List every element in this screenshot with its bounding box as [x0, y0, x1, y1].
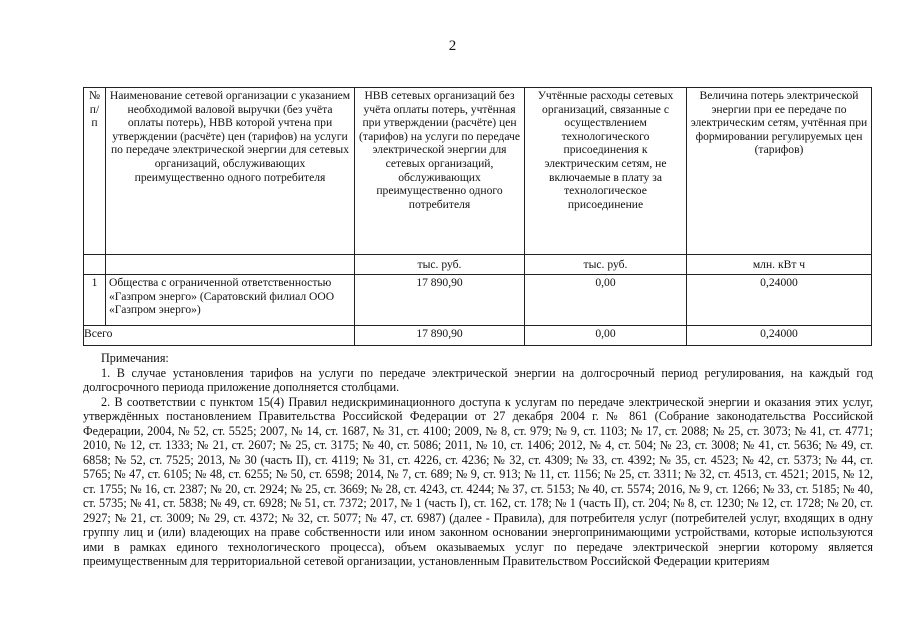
note-2: 2. В соответствии с пунктом 15(4) Правил недискриминационного доступа к услугам по передаче электрической энергии и оказания этих услуг, утверждённых постановлением Правительства Российской Федерации от 27 декабря 2004 г. № 861 (Собрание законодательства Российской Федерации, 2004, № 52, ст. 5525; 2007, № 14, ст. 1687, № 31, ст. 4100; 2009, № 8, ст. 979; № 9, ст. 1103; № 17, ст. 2088; № 25, ст. 3073; № 41, ст. 4771; 2010, № 12, ст. 1333; № 21, ст. 2607; № 25, ст. 3175; № 40, ст. 5086; 2011, № 10, ст. 1406; 2012, № 4, ст. 504; № 23, ст. 3008; № 41, ст. 5636; № 49, ст. 6858; № 52, ст. 7525; 2013, № 30 (часть II), ст. 4119; № 31, ст. 4226, ст. 4236; № 32, ст. 4309; № 33, ст. 4392; № 35, ст. 4523; № 42, ст. 5373; № 44, ст. 5765; № 47, ст. 6105; № 48, ст. 6255; № 50, ст. 6598; 2014, № 7, ст. 689; № 9, ст. 913; № 11, ст. 1156; № 25, ст. 3311; № 32, ст. 4513, ст. 4521; 2015, № 12, ст. 1755; № 16, ст. 2387; № 20, ст. 2924; № 25, ст. 3669; № 28, ст. 4243, ст. 4244; № 37, ст. 5153; № 40, ст. 5574; 2016, № 9, ст. 1266; № 33, ст. 5185; № 40, ст. 5735; № 41, ст. 5838; № 49, ст. 6928; № 51, ст. 7372; 2017, № 1 (часть I), ст. 162, ст. 178; № 1 (часть II), ст. 204; № 8, ст. 1230; № 12, ст. 1728; № 20, ст. 2927; № 21, ст. 3009; № 29, ст. 4372; № 32, ст. 5077; № 47, ст. 6987) (далее - Правила), для потребителя услуг (потребителей услуг, входящих в одну группу лиц и (или) владеющих на праве собственности или ином законном основании энергопринимающими устройствами, которые используются ими в рамках единого технологического процесса), объем оказываемых услуг по передаче электрической энергии которому является преимущественным для территориальной сетевой организации, установленным Правительством Российской Федерации критериям [83, 394, 873, 568]
table-total-row [84, 326, 872, 346]
table-header-row [84, 88, 872, 255]
total-label: Всего [84, 326, 355, 346]
table-row [84, 275, 872, 326]
note-1: 1. В случае установления тарифов на услуги по передаче электрической энергии на долгосрочный период регулирования, на каждый год долгосрочного периода приложение дополняется столбцами. [83, 365, 873, 394]
units-expenses: тыс. руб. [525, 255, 687, 275]
units-losses: млн. кВт ч [687, 255, 872, 275]
row-num: 1 [84, 275, 106, 326]
header-name: Наименование сетевой организации с указанием необходимой валовой выручки (без учёта оплаты потерь), НВВ которой учтена при утверждении (расчёте) цен (тарифов) на услуги по передаче электрической энергии для сетевых организаций, обслуживающих преимущественно одного потребителя [106, 88, 355, 255]
page-number: 2 [448, 38, 457, 54]
total-expenses: 0,00 [525, 326, 687, 346]
total-losses: 0,24000 [687, 326, 872, 346]
header-expenses: Учтённые расходы сетевых организаций, связанные с осуществлением технологического присоединения к электрическим сетям, не включаемые в плату за технологическое присоединение [525, 88, 687, 255]
units-num [84, 255, 106, 275]
notes-title: Примечания: [101, 351, 169, 365]
total-nvv: 17 890,90 [355, 326, 525, 346]
header-nvv: НВВ сетевых организаций без учёта оплаты потерь, учтённая при утверждении (расчёте) цен (тарифов) на услуги по передаче электрической энергии для сетевых организаций, обслуживающих преимущественно одного потребителя [355, 88, 525, 255]
units-nvv: тыс. руб. [355, 255, 525, 275]
header-losses: Величина потерь электрической энергии при ее передаче по электрическим сетям, учтённая при формировании регулируемых цен (тарифов) [687, 88, 872, 255]
notes-section [83, 351, 873, 569]
units-name [106, 255, 355, 275]
header-num: № п/п [84, 88, 106, 255]
row-expenses: 0,00 [525, 275, 687, 326]
table-units-row [84, 255, 872, 275]
row-name: Общества с ограниченной ответственностью «Газпром энерго» (Саратовский филиал ООО «Газпром энерго») [106, 275, 355, 326]
tariff-table [83, 87, 872, 346]
row-losses: 0,24000 [687, 275, 872, 326]
row-nvv: 17 890,90 [355, 275, 525, 326]
